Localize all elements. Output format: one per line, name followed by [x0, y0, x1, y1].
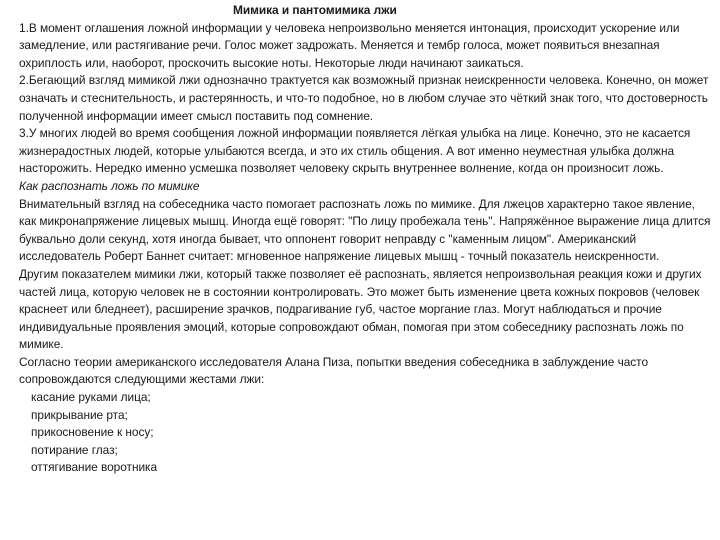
paragraph-gaze: 2.Бегающий взгляд мимикой лжи однозначно трактуется как возможный признак неискренности человека. Конечно, он может означать и стеснительность, и растерянность, и что-то подобное, но в любом случае это чёткий знак того, что достоверность полученной информации имеет смысл поставить под сомнение. — [19, 73, 709, 123]
paragraph-micro-tension: Внимательный взгляд на собеседника часто помогает распознать ложь по мимике. Для лжецов характерно такое явление, как микронапряжение лицевых мышц. Иногда ещё говорят: "По лицу пробежала тень". Напряжённое выражение лица длится буквально доли секунд, хотя иногда бывает, что оппонент говорит неправду с "каменным лицом". Американский исследователь Роберт Баннет считает: мгновенное напряжение лицевых мышц - точный показатель неискренности. — [19, 196, 711, 264]
gesture-list — [19, 389, 712, 477]
subheading: Как распознать ложь по мимике — [19, 178, 200, 193]
list-item: оттягивание воротника — [31, 460, 158, 475]
paragraph-pease-theory: Согласно теории американского исследователя Алана Пиза, попытки введения собеседника в заблуждение часто сопровождаются следующими жестами лжи: — [19, 354, 649, 387]
list-item: потирание глаз; — [31, 442, 118, 457]
list-item: касание руками лица; — [31, 390, 151, 405]
paragraph-smile: 3.У многих людей во время сообщения ложной информации появляется лёгкая улыбка на лице. Конечно, это не касается жизнерадостных людей, которые улыбаются всегда, и это их стиль общения. А вот именно неуместная улыбка должна насторожить. Нередко именно усмешка позволяет человеку скрыть внутреннее волнение, когда он произносит ложь. — [19, 126, 691, 176]
paragraph-skin-reaction: Другим показателем мимики лжи, который также позволяет её распознать, является непроизвольная реакция кожи и других частей лица, которую человек не в состоянии контролировать. Это может быть изменение цвета кожных покровов (человек краснеет или бледнеет), расширение зрачков, подрагивание губ, частое моргание глаз. Могут наблюдаться и прочие индивидуальные проявления эмоций, которые сопровождают обман, помогая при этом собеседнику распознать ложь по мимике. — [19, 266, 702, 352]
list-item: прикрывание рта; — [31, 407, 128, 422]
document-title: Мимика и пантомимика лжи — [233, 3, 397, 17]
list-item: прикосновение к носу; — [31, 425, 154, 440]
paragraph-intonation: 1.В момент оглашения ложной информации у человека непроизвольно меняется интонация, происходит ускорение или замедление, или растягивание речи. Голос может задрожать. Меняется и тембр голоса, может появиться внезапная охриплость или, наоборот, проскочить высокие ноты. Некоторые люди начинают заикаться. — [19, 20, 680, 70]
